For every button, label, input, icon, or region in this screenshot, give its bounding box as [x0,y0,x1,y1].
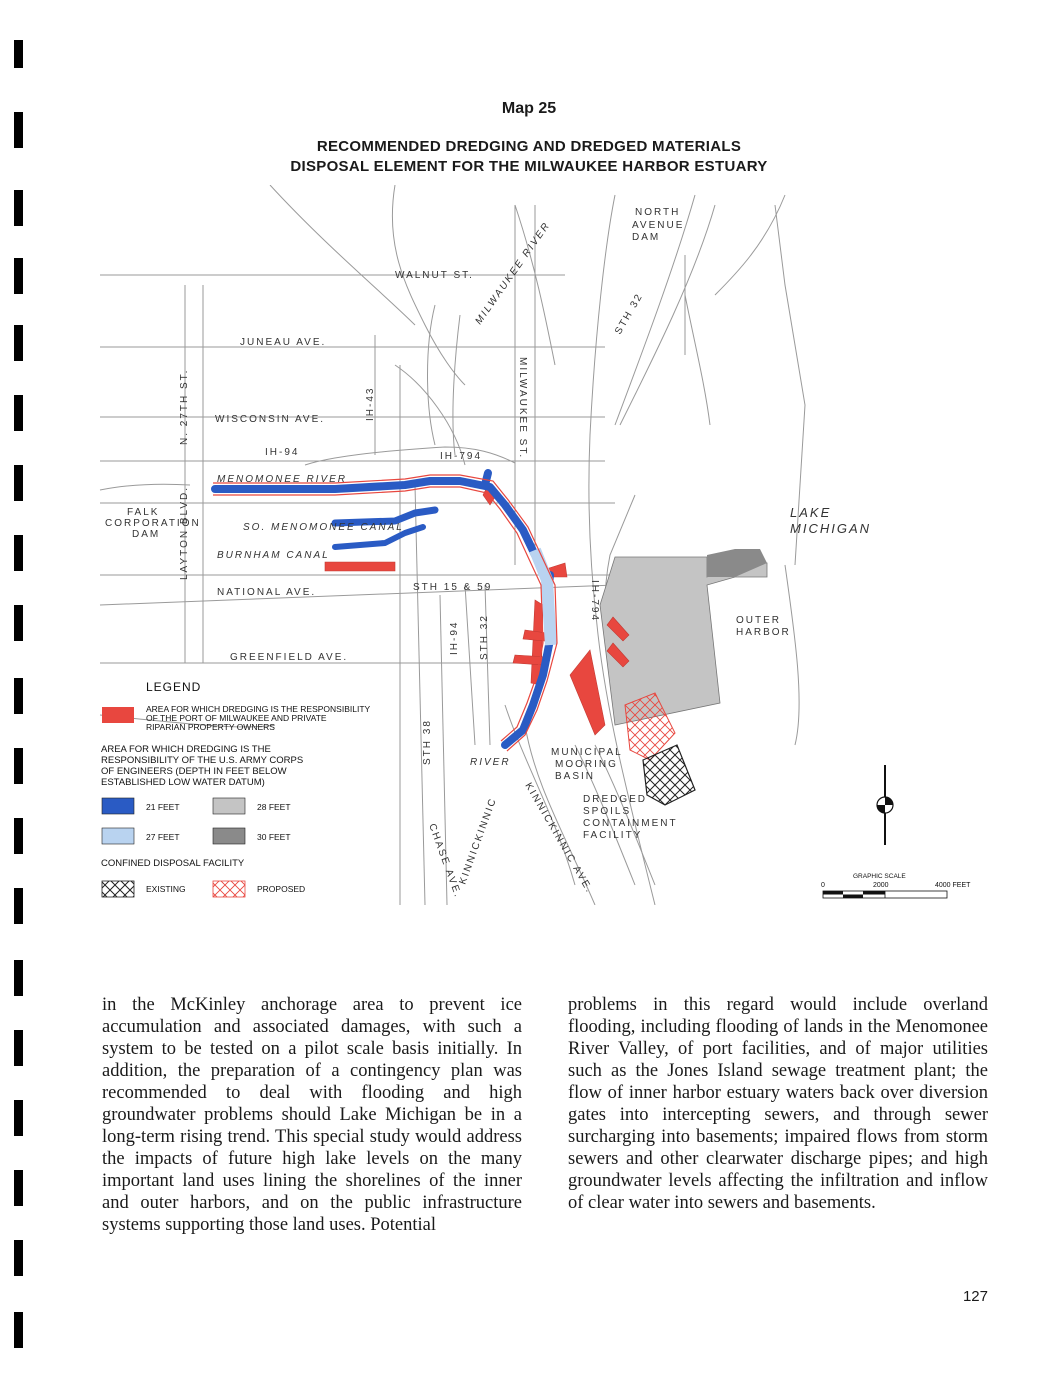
label-north-avenue-dam-3: DAM [632,232,661,243]
label-chase-ave: CHASE AVE. [426,822,464,901]
label-national-ave: NATIONAL AVE. [217,587,317,598]
map-number: Map 25 [501,100,557,117]
legend-port-line-2: OF THE PORT OF MILWAUKEE AND PRIVATE [146,713,327,723]
label-dredged-spoils: DREDGED [583,794,648,805]
label-municipal-mooring-basin: MUNICIPAL [551,747,623,758]
scale-mid: 2000 [873,882,889,889]
outer-harbor-28ft-area [600,557,767,725]
legend-proposed: PROPOSED [257,884,306,894]
label-juneau-ave: JUNEAU AVE. [240,337,327,348]
label-falk-dam-3: DAM [132,529,161,540]
legend-28ft: 28 FEET [257,802,291,812]
legend-confined: CONFINED DISPOSAL FACILITY [101,858,245,869]
label-outer-harbor: OUTER [736,615,781,626]
legend-swatch-port [102,707,134,723]
label-sth-15-59: STH 15 & 59 [413,582,493,593]
label-menomonee-river: MENOMONEE RIVER [217,474,348,485]
legend-corps-line-1: AREA FOR WHICH DREDGING IS THE [101,744,271,755]
label-milwaukee-st: MILWAUKEE ST. [517,357,528,460]
label-dredged-spoils-4: FACILITY [583,830,643,841]
page-number: 127 [962,1288,988,1305]
legend-swatch-existing [102,881,134,897]
label-so-menomonee-canal: SO. MENOMONEE CANAL [243,522,404,533]
label-ih-43: IH-43 [365,386,376,421]
legend-existing: EXISTING [146,884,186,894]
label-ih-94: IH-94 [265,447,300,458]
body-text-left-column: in the McKinley anchorage area to prevent ice accumulation and associated damages, with such a system to be tested on a pilot scale basis initially. In addition, the preparation of a contingency plan was recommended to deal with flooding and high groundwater problems should Lake Michigan be in a long-term rising trend. This special study would address the impacts of future high lake levels on the many important land uses lining the shorelines of the inner and outer harbors, and on the public infrastructure systems supporting those land uses. Potential [102,995,522,1235]
legend-swatch-30ft [213,828,245,844]
label-milwaukee-river: MILWAUKEE RIVER [473,219,553,327]
legend-port-line-1: AREA FOR WHICH DREDGING IS THE RESPONSIBILITY [146,704,371,714]
scale-title: GRAPHIC SCALE [853,873,906,880]
legend-swatch-21ft [102,798,134,814]
legend-corps-line-4: ESTABLISHED LOW WATER DATUM) [101,777,265,788]
legend-corps-line-2: RESPONSIBILITY OF THE U.S. ARMY CORPS [101,755,304,766]
map-legend [101,680,371,897]
binder-holes [0,0,60,1380]
label-river: RIVER [470,757,511,768]
legend-heading: LEGEND [146,680,202,694]
label-north-avenue-dam-2: AVENUE [632,220,685,231]
legend-swatch-27ft [102,828,134,844]
harbor-map [95,185,995,905]
graphic-scale [821,873,971,898]
label-ih-94-south: IH-94 [449,620,460,655]
scale-end: 4000 FEET [935,882,971,889]
label-layton-blvd: LAYTON BLVD. [179,485,190,580]
label-kinnickinnic: KINNICKINNIC [457,796,500,887]
legend-swatch-proposed [213,881,245,897]
label-outer-harbor-2: HARBOR [736,627,791,638]
label-ih-794: IH-794 [440,451,483,462]
label-greenfield-ave: GREENFIELD AVE. [230,652,349,663]
legend-corps-line-3: OF ENGINEERS (DEPTH IN FEET BELOW [101,766,287,777]
legend-swatch-28ft [213,798,245,814]
label-sth-38: STH 38 [422,719,433,765]
label-walnut-st: WALNUT ST. [395,270,474,281]
label-dredged-spoils-3: CONTAINMENT [583,818,678,829]
legend-27ft: 27 FEET [146,832,180,842]
road-network [100,185,805,905]
label-sth-32-south: STH 32 [479,614,490,660]
label-dredged-spoils-2: SPOILS [583,806,632,817]
label-falk-dam-2: CORPORATION [105,518,201,529]
legend-21ft: 21 FEET [146,802,180,812]
label-kinnickinnic-ave: KINNICKINNIC AVE. [522,781,595,896]
map-title-line-2: DISPOSAL ELEMENT FOR THE MILWAUKEE HARBOR ESTUARY [290,158,768,175]
label-falk-dam: FALK [127,507,160,518]
legend-30ft: 30 FEET [257,832,291,842]
body-text-right-column: problems in this regard would include overland flooding, including flooding of lands in the Menomonee River Valley, of port facilities, and of major utilities such as the Jones Island sewage treatment plant; the flow of inner harbor estuary waters back over diversion gates into intercepting sewers, and through sewer surcharging into basements; impaired flows from storm sewers and other clearwater discharge pipes; and high groundwater levels affecting the infiltration and inflow of clear water into sewers and basements. [568,995,988,1213]
label-n-27th-st: N. 27TH ST. [179,368,190,445]
label-ih-794-south: IH-794 [589,580,600,623]
label-lake-michigan: LAKE [790,505,832,520]
label-municipal-mooring-basin-3: BASIN [555,771,596,782]
map-title-line-1: RECOMMENDED DREDGING AND DREDGED MATERIALS [316,138,742,155]
label-sth-32-top: STH 32 [613,291,646,337]
label-municipal-mooring-basin-2: MOORING [555,759,618,770]
legend-port-line-3: RIPARIAN PROPERTY OWNERS [146,722,275,732]
north-arrow-icon [877,765,893,845]
label-burnham-canal: BURNHAM CANAL [217,550,330,561]
label-lake-michigan-2: MICHIGAN [790,521,871,536]
label-north-avenue-dam: NORTH [635,207,681,218]
scale-zero: 0 [821,882,825,889]
label-wisconsin-ave: WISCONSIN AVE. [215,414,326,425]
